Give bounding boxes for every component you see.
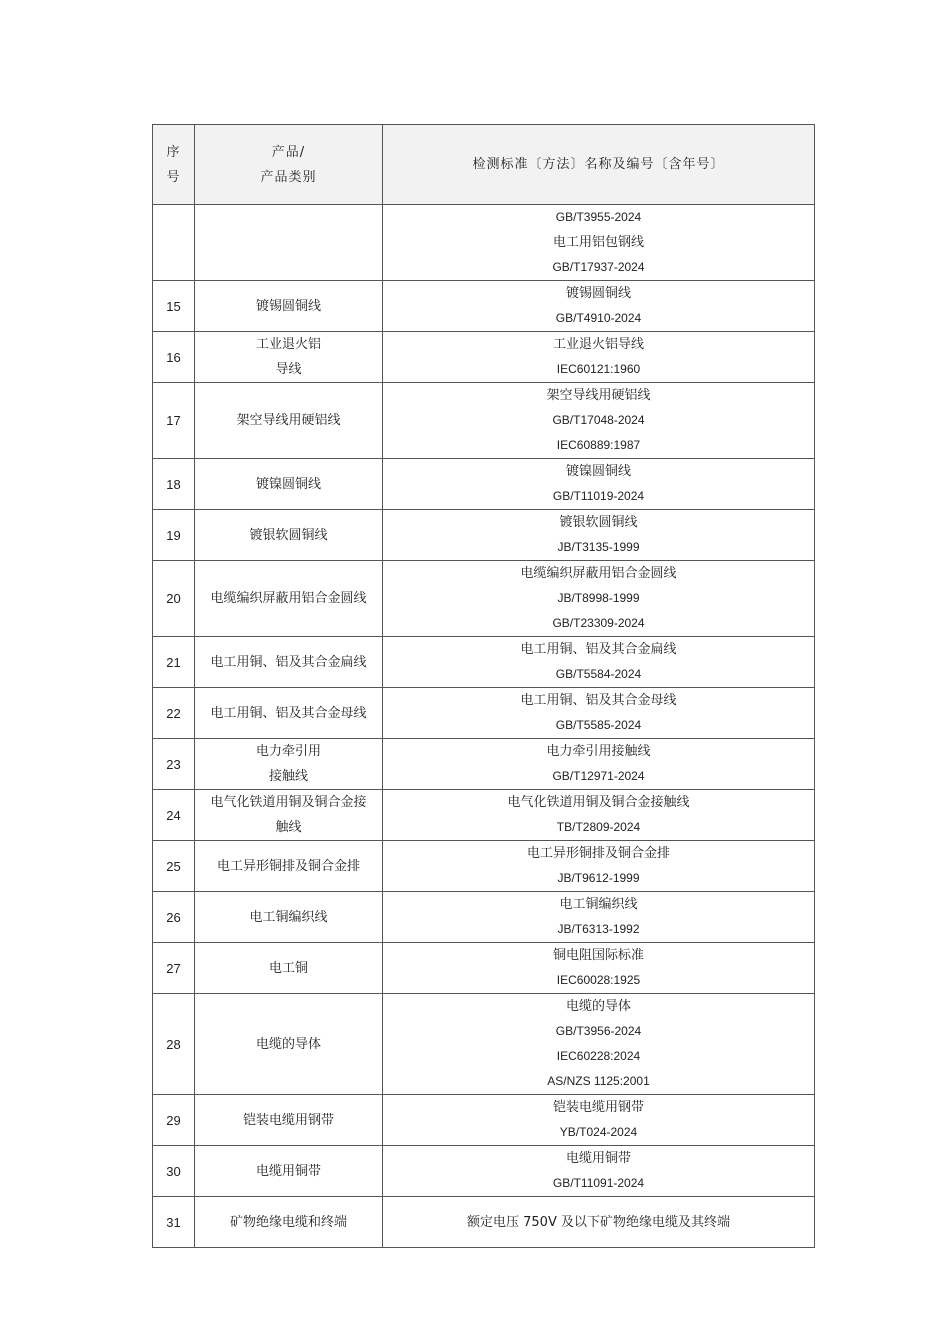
table-row	[153, 510, 815, 561]
row-number: 29	[153, 1095, 195, 1146]
standard-line: JB/T8998-1999	[557, 591, 640, 605]
standard-line: 镀锡圆铜线	[565, 286, 631, 301]
row-number: 26	[153, 892, 195, 943]
row-product	[195, 510, 383, 561]
product-line: 镀镍圆铜线	[255, 476, 321, 492]
row-number: 24	[153, 790, 195, 841]
standard-line: 电力牵引用接触线	[546, 744, 651, 759]
standard-line: GB/T11019-2024	[552, 489, 645, 503]
standard-line: 额定电压 750V 及以下矿物绝缘电缆及其终端	[467, 1214, 730, 1230]
table-row	[153, 332, 815, 383]
product-line: 架空导线用硬铝线	[236, 413, 341, 428]
table-row	[153, 1095, 815, 1146]
table-row	[153, 841, 815, 892]
row-standards	[383, 510, 815, 561]
table-row	[153, 459, 815, 510]
row-number: 28	[153, 994, 195, 1095]
table-row	[153, 281, 815, 332]
table-row	[153, 790, 815, 841]
standard-line: GB/T12971-2024	[552, 769, 645, 783]
row-product	[195, 1146, 383, 1197]
table-row	[153, 1197, 815, 1248]
row-number: 18	[153, 459, 195, 510]
row-product	[195, 841, 383, 892]
standard-line: 电气化铁道用铜及铜合金接触线	[507, 795, 690, 810]
product-line: 电气化铁道用铜及铜合金接	[210, 795, 367, 810]
row-standards	[383, 332, 815, 383]
product-line: 电缆编织屏蔽用铝合金圆线	[210, 591, 367, 606]
row-number: 30	[153, 1146, 195, 1197]
row-standards	[383, 943, 815, 994]
product-line: 工业退火铝	[255, 337, 321, 352]
standard-line: GB/T3956-2024	[555, 1024, 642, 1038]
row-product	[195, 892, 383, 943]
row-product	[195, 281, 383, 332]
row-standards	[383, 561, 815, 637]
product-line: 镀银软圆铜线	[249, 527, 328, 543]
header-product-line1: 产品/	[271, 144, 306, 160]
row-product	[195, 994, 383, 1095]
row-product	[195, 739, 383, 790]
row-standards	[383, 281, 815, 332]
row-product	[195, 688, 383, 739]
standard-line: YB/T024-2024	[559, 1125, 638, 1139]
row-number: 22	[153, 688, 195, 739]
standard-line: JB/T6313-1992	[557, 922, 640, 936]
standard-line: GB/T3955-2024	[555, 210, 642, 224]
standard-line: 工业退火铝导线	[552, 337, 644, 352]
product-line: 接触线	[268, 769, 308, 784]
table-row	[153, 994, 815, 1095]
standard-line: GB/T23309-2024	[552, 616, 645, 630]
standard-line: 电工用铜、铝及其合金母线	[520, 693, 677, 708]
row-product	[195, 943, 383, 994]
row-number: 21	[153, 637, 195, 688]
row-standards	[383, 739, 815, 790]
row-standards	[383, 383, 815, 459]
table-row	[153, 205, 815, 281]
table-row	[153, 637, 815, 688]
header-product	[195, 125, 383, 205]
row-standards	[383, 892, 815, 943]
product-line: 电工异形铜排及铜合金排	[216, 858, 360, 874]
row-product	[195, 1095, 383, 1146]
row-number: 27	[153, 943, 195, 994]
standard-line: AS/NZS 1125:2001	[547, 1074, 650, 1088]
row-standards	[383, 790, 815, 841]
standard-line: GB/T17048-2024	[552, 413, 645, 427]
header-number-line2: 号	[166, 169, 181, 185]
table-row	[153, 1146, 815, 1197]
table-header	[153, 125, 815, 205]
header-number-line1: 序	[166, 144, 181, 160]
standard-line: 铠装电缆用钢带	[552, 1100, 644, 1115]
standard-line: IEC60889:1987	[556, 438, 641, 452]
row-number: 17	[153, 383, 195, 459]
table-row	[153, 739, 815, 790]
table-row	[153, 943, 815, 994]
product-line: 电工铜	[268, 960, 308, 976]
standard-line: 镀银软圆铜线	[559, 515, 638, 530]
standard-line: IEC60028:1925	[556, 973, 641, 987]
row-standards	[383, 994, 815, 1095]
row-standards	[383, 459, 815, 510]
standard-line: JB/T9612-1999	[557, 871, 640, 885]
header-standard	[383, 125, 815, 205]
standard-line: GB/T5584-2024	[555, 667, 642, 681]
row-number	[153, 205, 195, 281]
product-line: 电工用铜、铝及其合金扁线	[210, 654, 367, 670]
product-line: 电工用铜、铝及其合金母线	[210, 705, 367, 721]
standard-line: 电工异形铜排及铜合金排	[526, 846, 670, 861]
row-standards	[383, 1197, 815, 1248]
standard-line: IEC60228:2024	[556, 1049, 641, 1063]
standard-line: 电工用铝包钢线	[552, 235, 644, 250]
row-standards	[383, 1095, 815, 1146]
table-body	[153, 205, 815, 1248]
table-row	[153, 561, 815, 637]
standard-line: JB/T3135-1999	[557, 540, 640, 554]
row-standards	[383, 637, 815, 688]
product-line: 镀锡圆铜线	[255, 298, 321, 314]
standard-line: GB/T4910-2024	[555, 311, 642, 325]
row-product	[195, 332, 383, 383]
table-row	[153, 688, 815, 739]
standard-line: GB/T11091-2024	[552, 1176, 645, 1190]
row-number: 15	[153, 281, 195, 332]
row-product	[195, 1197, 383, 1248]
row-standards	[383, 205, 815, 281]
row-product	[195, 459, 383, 510]
product-line: 铠装电缆用钢带	[242, 1112, 334, 1128]
row-number: 23	[153, 739, 195, 790]
row-standards	[383, 841, 815, 892]
row-number: 25	[153, 841, 195, 892]
product-line: 电缆的导体	[255, 1036, 321, 1052]
row-product	[195, 383, 383, 459]
row-number: 16	[153, 332, 195, 383]
row-number: 31	[153, 1197, 195, 1248]
row-standards	[383, 688, 815, 739]
header-product-line2: 产品类别	[260, 169, 317, 185]
row-standards	[383, 1146, 815, 1197]
product-line: 触线	[275, 820, 302, 835]
header-number	[153, 125, 195, 205]
standards-table	[152, 124, 815, 1248]
standard-line: IEC60121:1960	[556, 362, 641, 376]
product-line: 电力牵引用	[255, 744, 321, 759]
row-product	[195, 205, 383, 281]
standard-line: 电缆用铜带	[565, 1151, 631, 1166]
table-row	[153, 383, 815, 459]
standard-line: 电缆的导体	[565, 999, 631, 1014]
row-product	[195, 561, 383, 637]
standard-line: 架空导线用硬铝线	[546, 388, 651, 403]
row-number: 20	[153, 561, 195, 637]
product-line: 导线	[275, 362, 302, 377]
row-number: 19	[153, 510, 195, 561]
standard-line: TB/T2809-2024	[556, 820, 641, 834]
standard-line: GB/T5585-2024	[555, 718, 642, 732]
standard-line: 铜电阻国际标准	[552, 948, 644, 963]
table-row	[153, 892, 815, 943]
product-line: 电工铜编织线	[249, 909, 328, 925]
product-line: 电缆用铜带	[255, 1163, 321, 1179]
product-line: 矿物绝缘电缆和终端	[229, 1214, 347, 1230]
row-product	[195, 637, 383, 688]
standard-line: 电工用铜、铝及其合金扁线	[520, 642, 677, 657]
standard-line: GB/T17937-2024	[552, 260, 645, 274]
row-product	[195, 790, 383, 841]
standard-line: 镀镍圆铜线	[565, 464, 631, 479]
standard-line: 电工铜编织线	[559, 897, 638, 912]
standard-line: 电缆编织屏蔽用铝合金圆线	[520, 566, 677, 581]
header-standard-label: 检测标准〔方法〕名称及编号〔含年号〕	[472, 157, 725, 172]
